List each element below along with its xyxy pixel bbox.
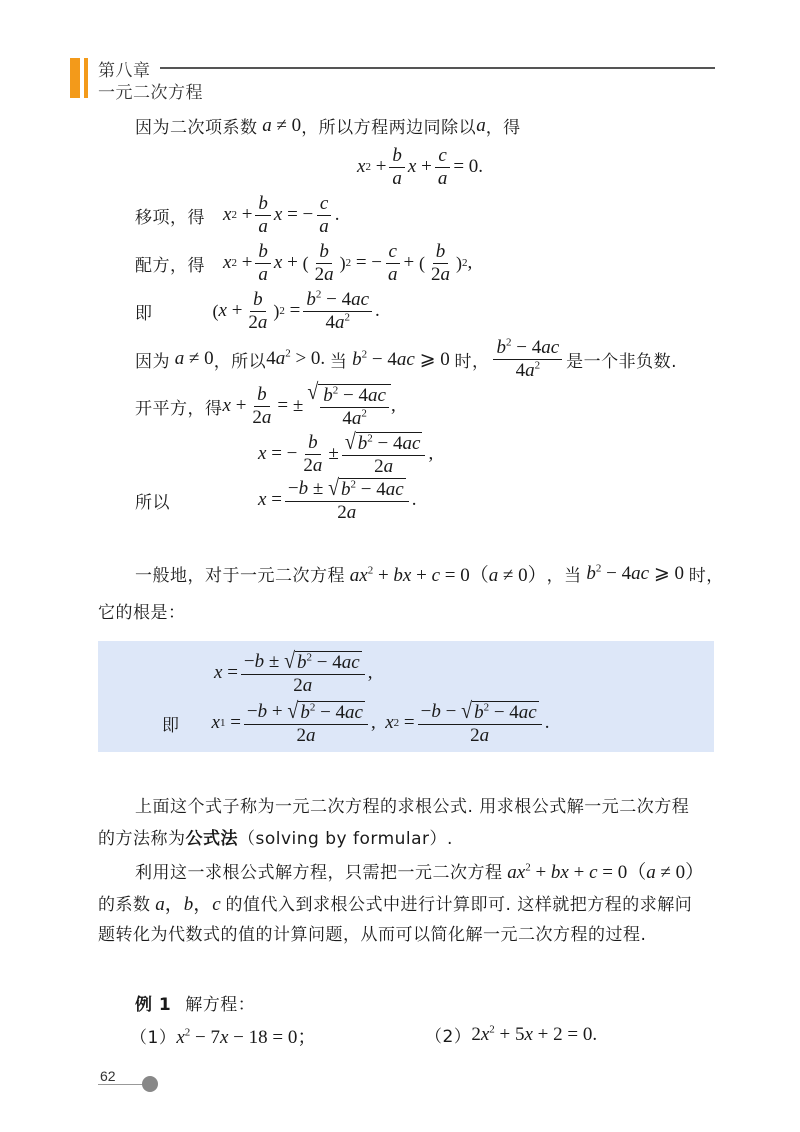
equation-x-split: x = − $\frac{b}{2a}$ ± √ $b^2 - 4ac$ 2a , [258,429,434,477]
footer-dot [142,1076,158,1092]
paragraph-usage-3: 题转化为代数式的值的计算问题，从而可以简化解一元二次方程的过程. [98,925,647,945]
equation-complete-square: 配方，得 x 2 + $\frac{b}{a}$ x + ( $\frac{b}{2a}$ ) 2 = − $\frac{c}{a}$ + ( $\frac{b}{2a}$ ) 2 , [135,241,473,285]
paragraph-formula-method: 的方法称为 公式法 （solving by formular）. [98,824,453,849]
derivation-nonnegative: 因为 a ≠ 0 ，所以 $4a^2 > 0$. 当 $b^2 - 4ac$ ⩾ 0 时， $\frac{b^2 - 4ac}{4a^2}$ 是一个非负数. [135,336,678,381]
term-formula-method: 公式法 [185,829,238,849]
equation-squared-form: 即 ( x + $\frac{b}{2a}$ ) 2 = $\frac{b^2 - 4ac}{4a^2}$ . [135,288,380,333]
example-heading: 例 1 解方程： [135,990,255,1015]
header-accent-bar-thin [84,58,88,98]
chapter-label: 第八章 [98,61,151,81]
header-rule [160,67,715,69]
equation-square-root: 开平方，得 x + $\frac{b}{2a}$ = ± √ $\frac{b^2 - 4ac}{4a^2}$ , [135,379,396,429]
header-accent-bar [70,58,80,98]
equation-move-terms: 移项，得 x 2 + $\frac{b}{a}$ x = − $\frac{c}{a}$ . [135,193,340,237]
footer-rule [98,1084,144,1085]
page-number: 62 [100,1068,116,1084]
paragraph-formula-name: 上面这个式子称为一元二次方程的求根公式. 用求根公式解一元二次方程 [135,797,690,817]
example-item-2: （2） $2x^2 + 5x + 2 = 0$. [425,1023,598,1047]
general-roots-intro: 它的根是： [98,603,186,623]
formula-general: x = −b ± √ $b^2 - 4ac$ 2a , [214,648,373,696]
example-label: 例 1 [135,995,172,1015]
example-item-1: （1） $x^2 - 7x - 18 = 0$； [130,1026,317,1048]
formula-two-roots: 即 x 1 = −b + √ $b^2 - 4ac$ 2a , x 2 = −b − √ $b^2 - 4ac$ 2a . [162,698,550,746]
general-statement: 一般地，对于一元二次方程 $ax^2$ + bx + c = 0（a ≠ 0） ，当 $b^2 - 4ac$ ⩾ 0 时， [135,562,724,586]
equation-result: 所以 x = −b ± √ $b^2 - 4ac$ 2a . [135,475,417,523]
derivation-line-1: 因为二次项系数 a ≠ 0 ，所以方程两边同除以 a ，得 [135,114,521,138]
paragraph-usage-2: 的系数 a，b，c 的值代入到求根公式中进行计算即可. 这样就把方程的求解问 [98,894,693,915]
equation-normalized: x 2 + $\frac{b}{a}$ x + $\frac{c}{a}$ = 0. [357,145,484,189]
paragraph-usage-1: 利用这一求根公式解方程，只需把一元二次方程 $ax^2$ + bx + c = 0（a ≠ 0） [135,861,705,883]
formula-box [98,641,714,752]
math-a-neq-0: a ≠ 0 [262,114,302,136]
chapter-subtitle: 一元二次方程 [98,83,203,103]
